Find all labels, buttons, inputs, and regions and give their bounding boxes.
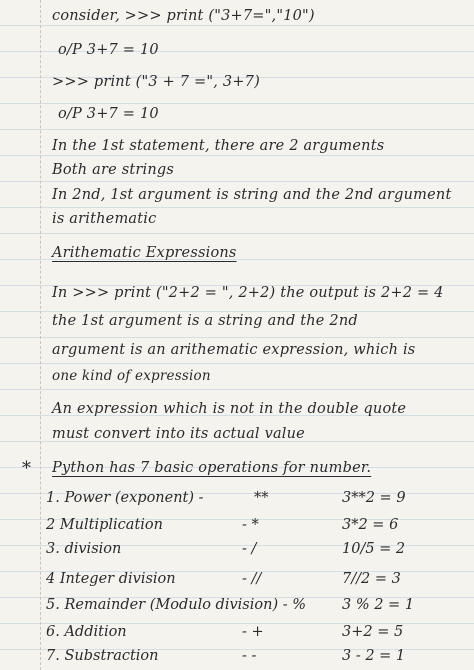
- explanation-line-3: one kind of expression: [52, 368, 211, 384]
- operation-symbol: - /: [242, 541, 257, 557]
- operation-example: 3 % 2 = 1: [342, 597, 415, 613]
- expression-note-1: An expression which is not in the double quote: [52, 401, 407, 417]
- operation-name: 6. Addition: [46, 624, 127, 640]
- statement-note-4: is arithematic: [52, 211, 157, 227]
- operation-name: 7. Substraction: [46, 648, 159, 664]
- operation-example: 3+2 = 5: [342, 624, 404, 640]
- section-heading: Arithematic Expressions: [52, 245, 237, 261]
- operation-name: 4 Integer division: [46, 571, 176, 587]
- operation-name: 2 Multiplication: [46, 517, 163, 533]
- consider-print-line: consider, >>> print ("3+7=","10"): [52, 8, 315, 24]
- operation-example: 3**2 = 9: [342, 490, 406, 506]
- output-line-2: o/P 3+7 = 10: [58, 106, 159, 122]
- star-bullet: *: [22, 458, 31, 479]
- explanation-line-1: the 1st argument is a string and the 2nd: [52, 313, 358, 329]
- statement-note-1: In the 1st statement, there are 2 arguments: [52, 138, 385, 154]
- margin-line: [40, 0, 42, 670]
- operation-symbol: - -: [242, 648, 257, 664]
- operation-example: 3*2 = 6: [342, 517, 399, 533]
- operation-example: 10/5 = 2: [342, 541, 406, 557]
- operation-symbol: - *: [242, 517, 259, 533]
- example-print-line: In >>> print ("2+2 = ", 2+2) the output is 2+2 = 4: [52, 285, 444, 301]
- operation-name: 5. Remainder (Modulo division) - %: [46, 597, 306, 613]
- operation-symbol: - +: [242, 624, 264, 640]
- operation-symbol: - //: [242, 571, 262, 587]
- statement-note-2: Both are strings: [52, 162, 175, 178]
- expression-note-2: must convert into its actual value: [52, 426, 305, 442]
- print-line-2: >>> print ("3 + 7 =", 3+7): [52, 74, 260, 90]
- explanation-line-2: argument is an arithematic expression, which is: [52, 342, 416, 358]
- operation-symbol: **: [254, 490, 269, 506]
- operation-name: 3. division: [46, 541, 122, 557]
- operations-heading: Python has 7 basic operations for number.: [52, 460, 372, 476]
- output-line-1: o/P 3+7 = 10: [58, 42, 159, 58]
- statement-note-3: In 2nd, 1st argument is string and the 2nd argument: [52, 187, 452, 203]
- operation-name: 1. Power (exponent) -: [46, 490, 204, 506]
- operation-example: 3 - 2 = 1: [342, 648, 406, 664]
- operation-example: 7//2 = 3: [342, 571, 401, 587]
